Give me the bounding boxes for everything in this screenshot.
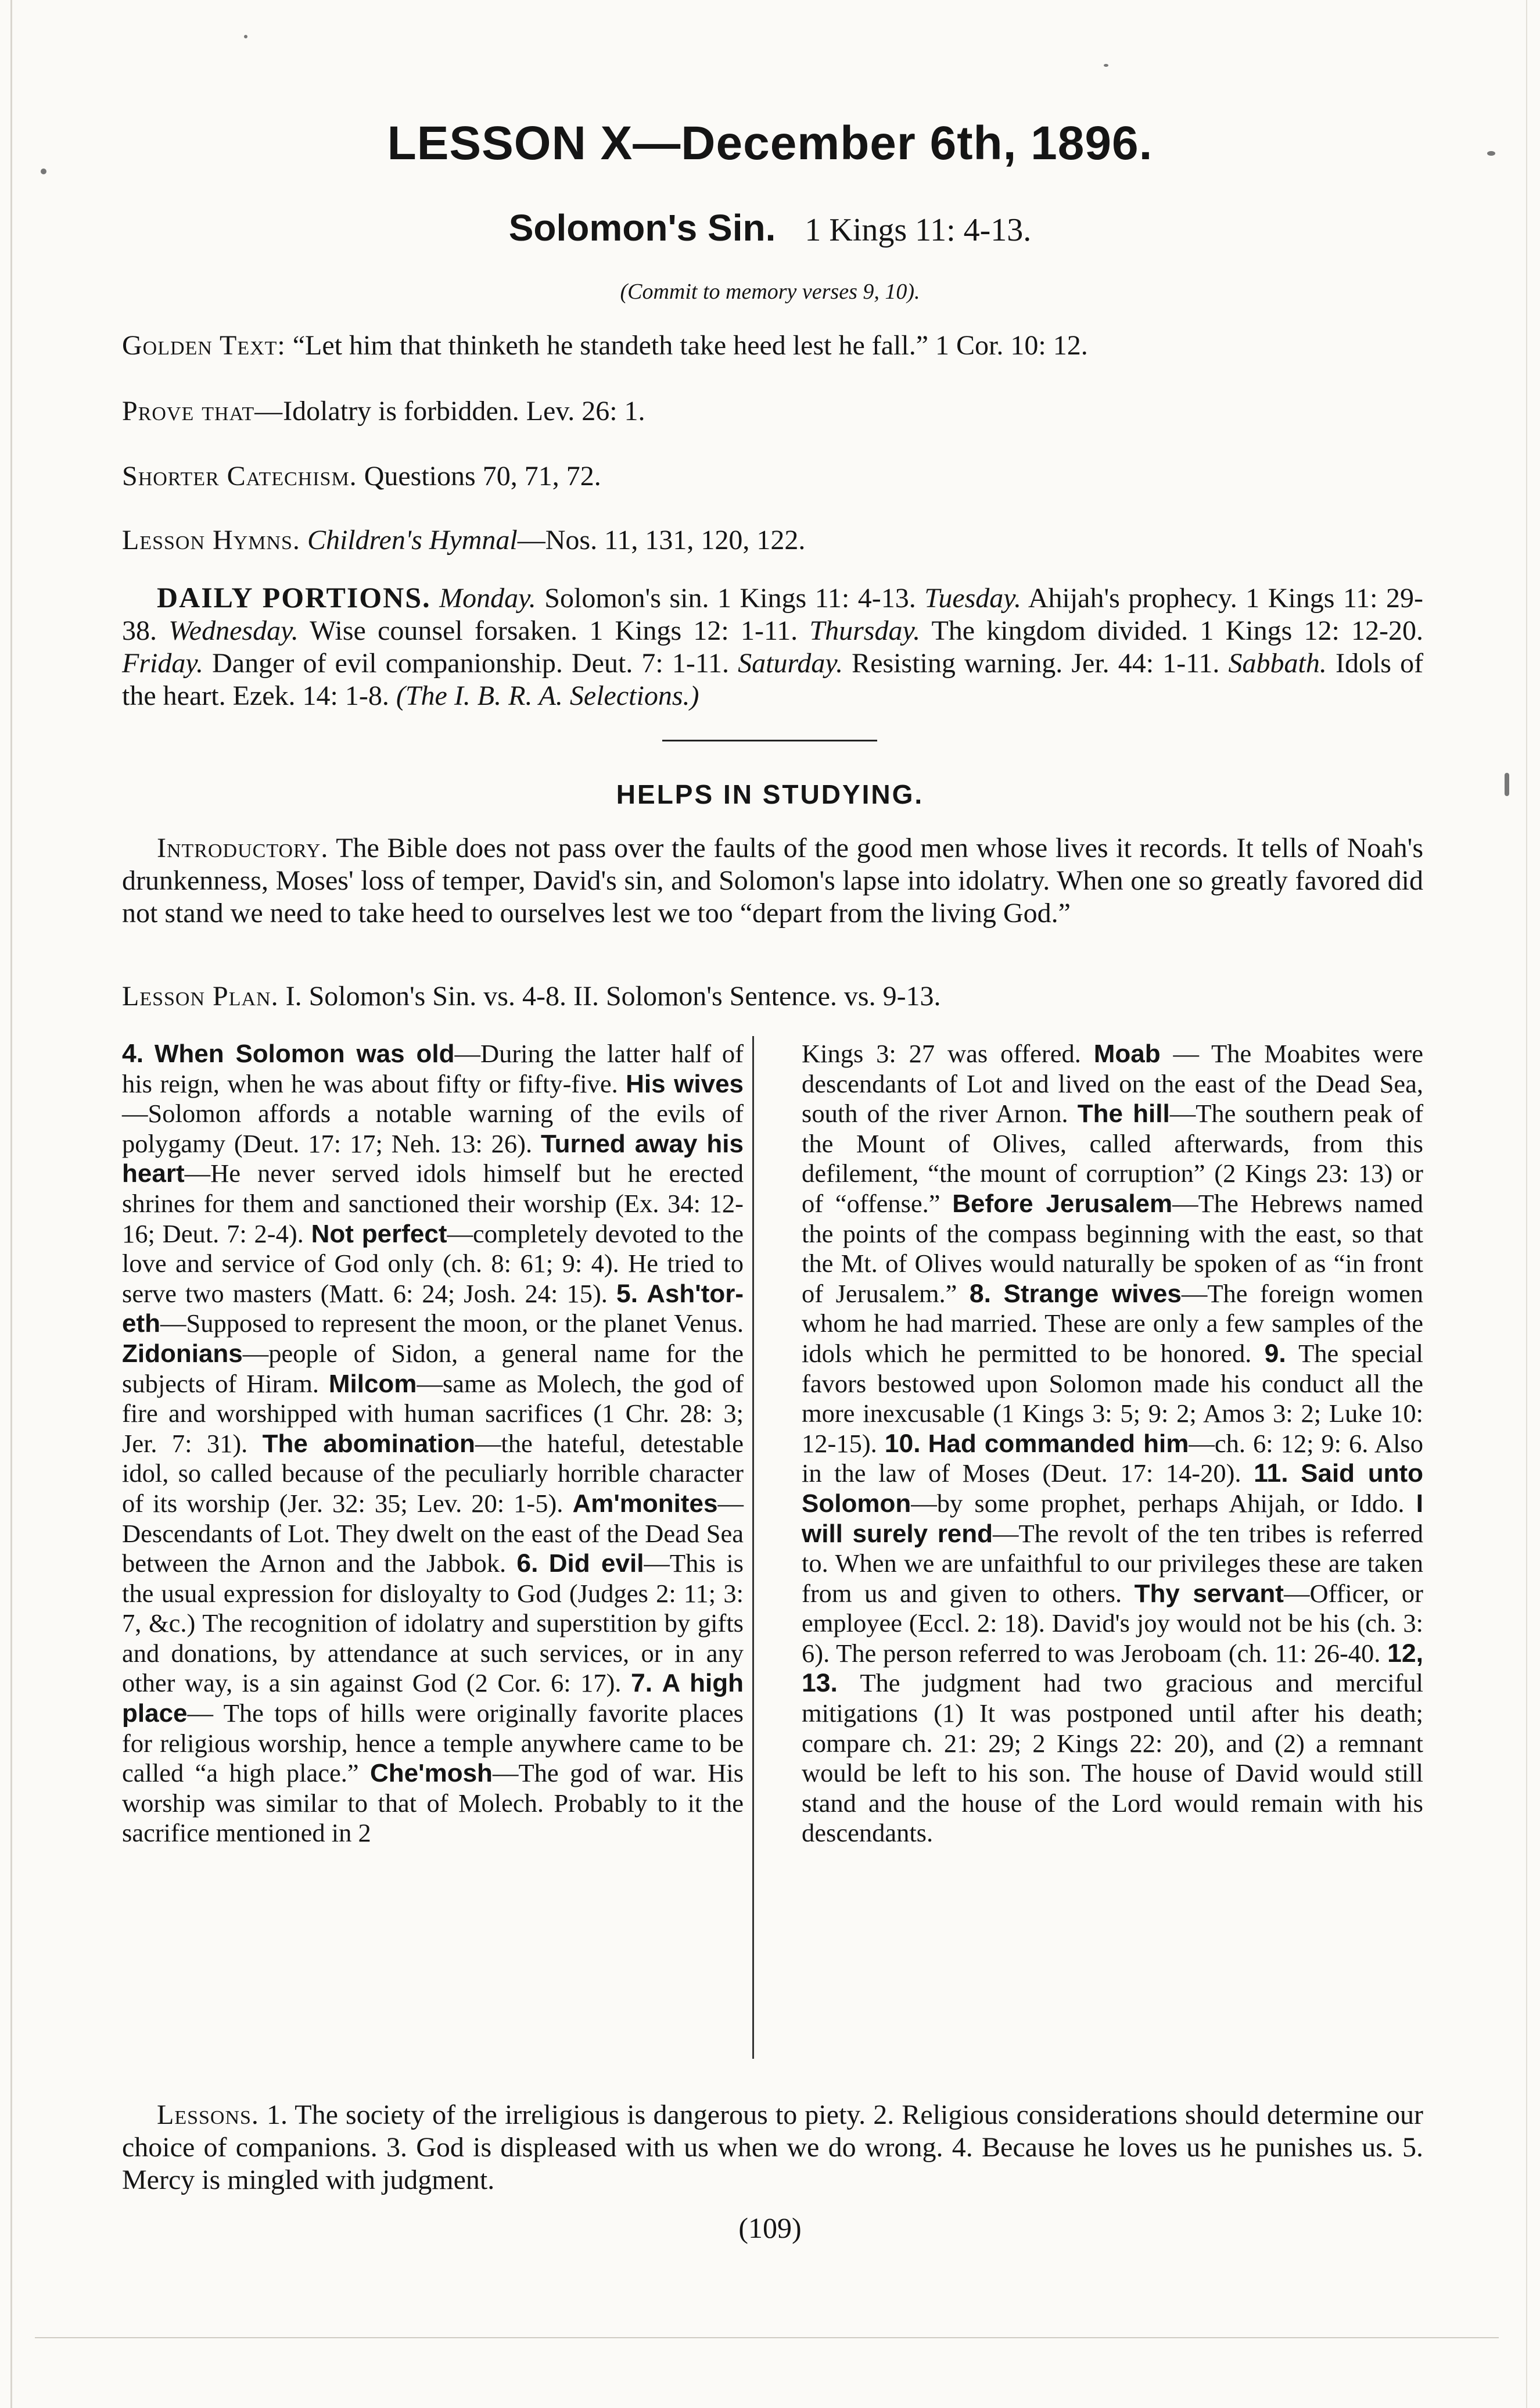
hymns-body: —Nos. 11, 131, 120, 122. — [517, 525, 806, 556]
note-text: Kings 3: 27 was offered. — [802, 1039, 1081, 1068]
lessons-label: Lessons. — [157, 2099, 259, 2130]
note-text: —During the latter half of his reign, when he was about fifty or fifty-five. — [122, 1039, 744, 1098]
note-term: Ash'tor-eth — [122, 1279, 744, 1338]
note-text: —Descendants of Lot. They dwelt on the east of the Dead Sea between the Arnon and the Jabbok. — [122, 1488, 744, 1578]
note-term: Zidonians — [122, 1339, 243, 1368]
day-label: Saturday. — [738, 648, 843, 679]
note-term: When Solomon was old — [154, 1040, 455, 1068]
scan-bottom-edge — [35, 2337, 1499, 2338]
note-entry — [802, 1639, 1423, 1848]
note-verse-number: 7. — [630, 1669, 653, 1698]
day-text: Danger of evil companionship. Deut. 7: 1-11. — [212, 648, 730, 679]
note-text: —Solomon affords a notable warning of the evils of polygamy (Deut. 17: 17; Neh. 13: 26). — [122, 1099, 744, 1158]
scan-speck — [1487, 151, 1495, 156]
lesson-plan-label: Lesson Plan. — [122, 981, 279, 1012]
note-text: —This is the usual expression for disloyalty to God (Judges 2: 11; 3: 7, &c.) The recognition of idolatry and superstition by gifts and donations, by attendance at such services, or in any other way, is a sin against God (2 Cor. 6: 17). — [122, 1549, 744, 1698]
daily-portions — [122, 581, 1423, 712]
note-term: Che'mosh — [370, 1759, 493, 1788]
note-verse-number: 12, 13. — [802, 1639, 1424, 1698]
note-text: —the hateful, detestable idol, so called because of the peculiarly horrible character of its worship (Jer. 32: 35; Lev. 20: 1-5). — [122, 1428, 744, 1518]
note-term: I will surely rend — [802, 1489, 1423, 1548]
day-text: Wise counsel forsaken. 1 Kings 12: 1-11. — [310, 615, 798, 646]
note-text: —The god of war. His worship was similar to that of Molech. Probably to it the sacrifice mentioned in 2 — [122, 1758, 744, 1848]
note-term: Moab — [1093, 1040, 1161, 1068]
note-term: Milcom — [328, 1369, 417, 1398]
note-verse-number: 9. — [1264, 1339, 1286, 1368]
note-term: Thy servant — [1134, 1579, 1284, 1608]
column-divider — [752, 1036, 754, 2059]
catechism-body: Questions 70, 71, 72. — [364, 461, 601, 492]
note-text: —The revolt of the ten tribes is referred to. When we are unfaithful to our privileges these are taken from us and given to others. — [802, 1518, 1423, 1608]
scan-speck — [244, 35, 247, 38]
day-label: Wednesday. — [168, 615, 299, 646]
lesson-plan — [122, 979, 1423, 1014]
note-verse-number: 10. — [884, 1429, 921, 1458]
lesson-hymns — [122, 523, 1423, 558]
note-text: —He never served idols himself but he erected shrines for them and sanctioned their worship (Ex. 34: 12-16; Deut. 7: 2-4). — [122, 1159, 744, 1248]
note-term: Strange wives — [1003, 1279, 1182, 1308]
hymns-label: Lesson Hymns. — [122, 525, 300, 556]
note-term: Did evil — [548, 1549, 644, 1578]
note-verse-number: 11. — [1254, 1459, 1288, 1488]
note-text: —same as Molech, the god of fire and worshipped with human sacrifices (1 Chr. 28: 3; Jer. 7: 31). — [122, 1368, 744, 1458]
note-text: —Supposed to represent the moon, or the planet Venus. — [160, 1309, 744, 1338]
note-term: Before Jerusalem — [952, 1189, 1173, 1218]
golden-text — [122, 328, 1423, 363]
subject-name: Solomon's Sin. — [508, 207, 776, 249]
note-term: Said unto Solomon — [802, 1459, 1424, 1518]
note-text: — The Moabites were descendants of Lot and lived on the east of the Dead Sea, south of the river Arnon. — [802, 1039, 1423, 1128]
note-term: Not perfect — [311, 1219, 447, 1248]
section-divider — [662, 740, 877, 741]
note-term: The abomination — [262, 1429, 475, 1458]
scan-edge-left — [10, 0, 12, 2408]
day-text: The kingdom divided. 1 Kings 12: 12-20. — [931, 615, 1423, 646]
daily-portions-label: DAILY PORTIONS. — [157, 581, 431, 614]
prove-that-body: Idolatry is forbidden. Lev. 26: 1. — [283, 396, 645, 427]
note-term: The hill — [1077, 1099, 1170, 1128]
note-text: —The Hebrews named the points of the compass beginning with the east, so that the Mt. of Olives would naturally be spoken of as “in front of Jerusalem.” — [802, 1188, 1424, 1308]
day-label: Sabbath. — [1228, 648, 1327, 679]
day-text: Resisting warning. Jer. 44: 1-11. — [852, 648, 1220, 679]
note-verse-number: 5. — [616, 1279, 638, 1308]
introductory-label: Introductory. — [157, 833, 329, 863]
lessons — [122, 2099, 1423, 2196]
day-text: Idols of the heart. Ezek. 14: 1-8. — [122, 648, 1424, 711]
note-text: The special favors bestowed upon Solomon made his conduct all the more inexcusable (1 Kings 3: 5; 9: 2; Amos 3: 2; Luke 10: 12-15). — [802, 1338, 1423, 1458]
note-term: Am'monites — [572, 1489, 718, 1518]
note-verse-number: 8. — [969, 1279, 992, 1308]
scan-speck — [1104, 64, 1108, 67]
notes-columns — [122, 1039, 1423, 2062]
subject-reference: 1 Kings 11: 4-13. — [805, 212, 1032, 248]
introductory — [122, 832, 1423, 930]
day-label: Monday. — [439, 583, 536, 614]
note-text: —The foreign women whom he had married. These are only a few samples of the idols which he permitted to be honored. — [802, 1278, 1424, 1368]
note-verse-number: 4. — [122, 1040, 144, 1068]
scan-edge-right — [1526, 0, 1527, 2408]
note-text: The judgment had two gracious and merciful mitigations (1) It was postponed until after his death; compare ch. 21: 29; 2 Kings 22: 20), and (2) a remnant would be left to his son. The house of David would still stand and the house of the Lord would remain with his descendants. — [802, 1668, 1423, 1848]
lesson-title: LESSON X—December 6th, 1896. — [387, 117, 1153, 170]
scan-speck — [41, 169, 46, 174]
note-verse-number: 6. — [516, 1549, 539, 1578]
day-text: Solomon's sin. 1 Kings 11: 4-13. — [544, 583, 916, 614]
note-term: Had commanded him — [928, 1429, 1189, 1458]
note-text: —people of Sidon, a general name for the subjects of Hiram. — [122, 1338, 744, 1398]
note-text: —completely devoted to the love and service of God only (ch. 8: 61; 9: 4). He tried to serve two masters (Matt. 6: 24; Josh. 24: 15). — [122, 1219, 744, 1308]
note-text: —Officer, or employee (Eccl. 2: 18). David's joy would not be his (ch. 3: 6). The person referred to was Jeroboam (ch. 11: 26-40. — [802, 1578, 1423, 1668]
note-text: —ch. 6: 12; 9: 6. Also in the law of Moses (Deut. 17: 14-20). — [802, 1428, 1424, 1488]
golden-text-label: Golden Text: — [122, 330, 286, 361]
day-text: Ahijah's prophecy. 1 Kings 11: 29-38. — [122, 583, 1424, 646]
catechism-label: Shorter Catechism. — [122, 461, 357, 492]
note-term: Turned away his heart — [122, 1129, 744, 1188]
lesson-plan-body: I. Solomon's Sin. vs. 4-8. II. Solomon's Sentence. vs. 9-13. — [285, 981, 941, 1012]
note-text: — The tops of hills were originally favorite places for religious worship, hence a temple anywhere came to be called “a high place.” — [122, 1698, 744, 1788]
note-text: —The southern peak of the Mount of Olives, called afterwards, from this defilement, “the mount of corruption” (2 Kings 23: 13) or of “offense.” — [802, 1099, 1424, 1218]
lesson-subject — [0, 206, 1540, 250]
note-term: A high place — [122, 1669, 744, 1728]
daily-portions-source: (The I. B. R. A. Selections.) — [396, 680, 699, 711]
day-label: Tuesday. — [924, 583, 1021, 614]
prove-that-label: Prove that— — [122, 396, 283, 427]
introductory-body: The Bible does not pass over the faults of the good men whose lives it records. It tells of Noah's drunkenness, Moses' loss of temper, David's sin, and Solomon's lapse into idolatry. When one so greatly favored did not stand we need to take heed to ourselves lest we too “depart from the living God.” — [122, 833, 1423, 929]
golden-text-body: “Let him that thinketh he standeth take heed lest he fall.” 1 Cor. 10: 12. — [292, 330, 1088, 361]
hymns-book: Children's Hymnal — [307, 525, 518, 556]
memory-note: (Commit to memory verses 9, 10). — [620, 280, 920, 304]
notes-right-column — [802, 1039, 1423, 1848]
prove-that — [122, 394, 1423, 429]
day-label: Friday. — [122, 648, 203, 679]
note-entry — [802, 1039, 1081, 1068]
note-term: His wives — [626, 1069, 744, 1098]
shorter-catechism — [122, 459, 1423, 494]
notes-left-column — [122, 1039, 744, 1848]
lessons-body: 1. The society of the irreligious is dangerous to piety. 2. Religious considerations should determine our choice of companions. 3. God is displeased with us when we do wrong. 4. Because he loves us he punishes us. 5. Mercy is mingled with judgment. — [122, 2099, 1423, 2195]
note-text: —by some prophet, perhaps Ahijah, or Iddo. — [911, 1488, 1405, 1518]
helps-heading: HELPS IN STUDYING. — [616, 779, 924, 809]
page-number: (109) — [738, 2212, 802, 2244]
day-label: Thursday. — [809, 615, 921, 646]
scan-speck — [1505, 773, 1509, 796]
